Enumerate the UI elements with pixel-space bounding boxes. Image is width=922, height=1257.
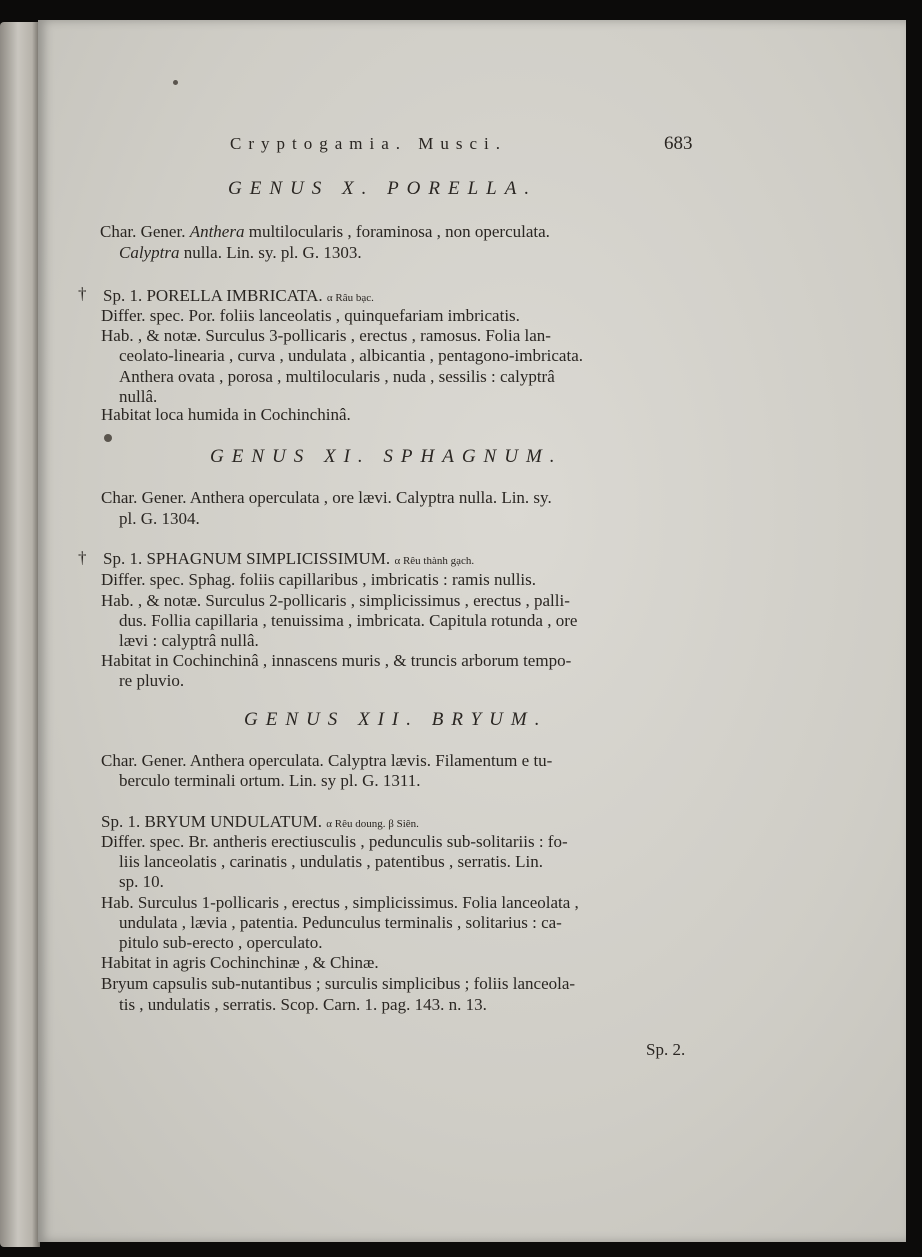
body-line: Habitat in agris Cochinchinæ , & Chinæ.	[101, 953, 379, 972]
body-line: Anthera ovata , porosa , multilocularis , nuda , sessilis : calyptrâ	[119, 367, 555, 386]
char-gener-line: Char. Gener. Anthera operculata , ore lævi. Calyptra nulla. Lin. sy.	[101, 488, 552, 507]
body-line: Differ. spec. Br. antheris erectiusculis , pedunculis sub-solitariis : fo-	[101, 832, 568, 851]
body-line: dus. Follia capillaria , tenuissima , imbricata. Capitula rotunda , ore	[119, 611, 578, 630]
body-line: undulata , lævia , patentia. Pedunculus terminalis , solitarius : ca-	[119, 913, 562, 932]
body-line: Hab. Surculus 1-pollicaris , erectus , simplicissimus. Folia lanceolata ,	[101, 893, 579, 912]
catchword: Sp. 2.	[646, 1040, 686, 1059]
body-line: re pluvio.	[119, 671, 185, 690]
body-line: Hab. , & notæ. Surculus 2-pollicaris , simplicissimus , erectus , palli-	[101, 591, 570, 610]
book-spine-edge	[0, 22, 40, 1247]
char-gener-line: Calyptra nulla. Lin. sy. pl. G. 1303.	[119, 243, 362, 262]
char-gener-line: pl. G. 1304.	[119, 509, 200, 528]
char-gener-line: Char. Gener. Anthera operculata. Calyptra lævis. Filamentum e tu-	[101, 751, 553, 770]
genus-title-porella: GENUS X. PORELLA.	[228, 178, 538, 199]
body-line: nullâ.	[119, 387, 158, 406]
body-line: liis lanceolatis , carinatis , undulatis , patentibus , serratis. Lin.	[119, 852, 543, 871]
body-line: tis , undulatis , serratis. Scop. Carn. 1. pag. 143. n. 13.	[119, 995, 487, 1014]
page-number: 683	[664, 133, 693, 154]
species-heading: Sp. 1. SPHAGNUM SIMPLICISSIMUM. α Rêu thành gạch.	[103, 549, 475, 568]
running-title: Cryptogamia. Musci.	[230, 134, 508, 153]
body-line: lævi : calyptrâ nullâ.	[119, 631, 259, 650]
body-line: pitulo sub-erecto , operculato.	[119, 933, 323, 952]
body-line: Hab. , & notæ. Surculus 3-pollicaris , erectus , ramosus. Folia lan-	[101, 326, 551, 345]
paper-spot	[104, 434, 112, 442]
body-line: Habitat loca humida in Cochinchinâ.	[101, 405, 351, 424]
char-gener-line: Char. Gener. Anthera multilocularis , foraminosa , non operculata.	[100, 222, 550, 241]
body-line: sp. 10.	[119, 872, 164, 891]
body-line: ceolato-linearia , curva , undulata , albicantia , pentagono-imbricata.	[119, 346, 583, 365]
body-line: Habitat in Cochinchinâ , innascens muris , & truncis arborum tempo-	[101, 651, 572, 670]
paper-spot	[173, 80, 178, 85]
genus-title-bryum: GENUS XII. BRYUM.	[244, 709, 548, 730]
char-gener-line: berculo terminali ortum. Lin. sy pl. G. 1311.	[119, 771, 421, 790]
body-line: Bryum capsulis sub-nutantibus ; surculis simplicibus ; foliis lanceola-	[101, 974, 576, 993]
body-line: Differ. spec. Por. foliis lanceolatis , quinquefariam imbricatis.	[101, 306, 520, 325]
species-dagger: †	[78, 548, 87, 567]
genus-title-sphagnum: GENUS XI. SPHAGNUM.	[210, 446, 563, 467]
body-line: Differ. spec. Sphag. foliis capillaribus , imbricatis : ramis nullis.	[101, 570, 537, 589]
species-heading: Sp. 1. BRYUM UNDULATUM. α Rêu doung. β Siên.	[101, 812, 419, 831]
species-dagger: †	[78, 284, 87, 303]
species-heading: Sp. 1. PORELLA IMBRICATA. α Râu bạc.	[103, 286, 374, 305]
